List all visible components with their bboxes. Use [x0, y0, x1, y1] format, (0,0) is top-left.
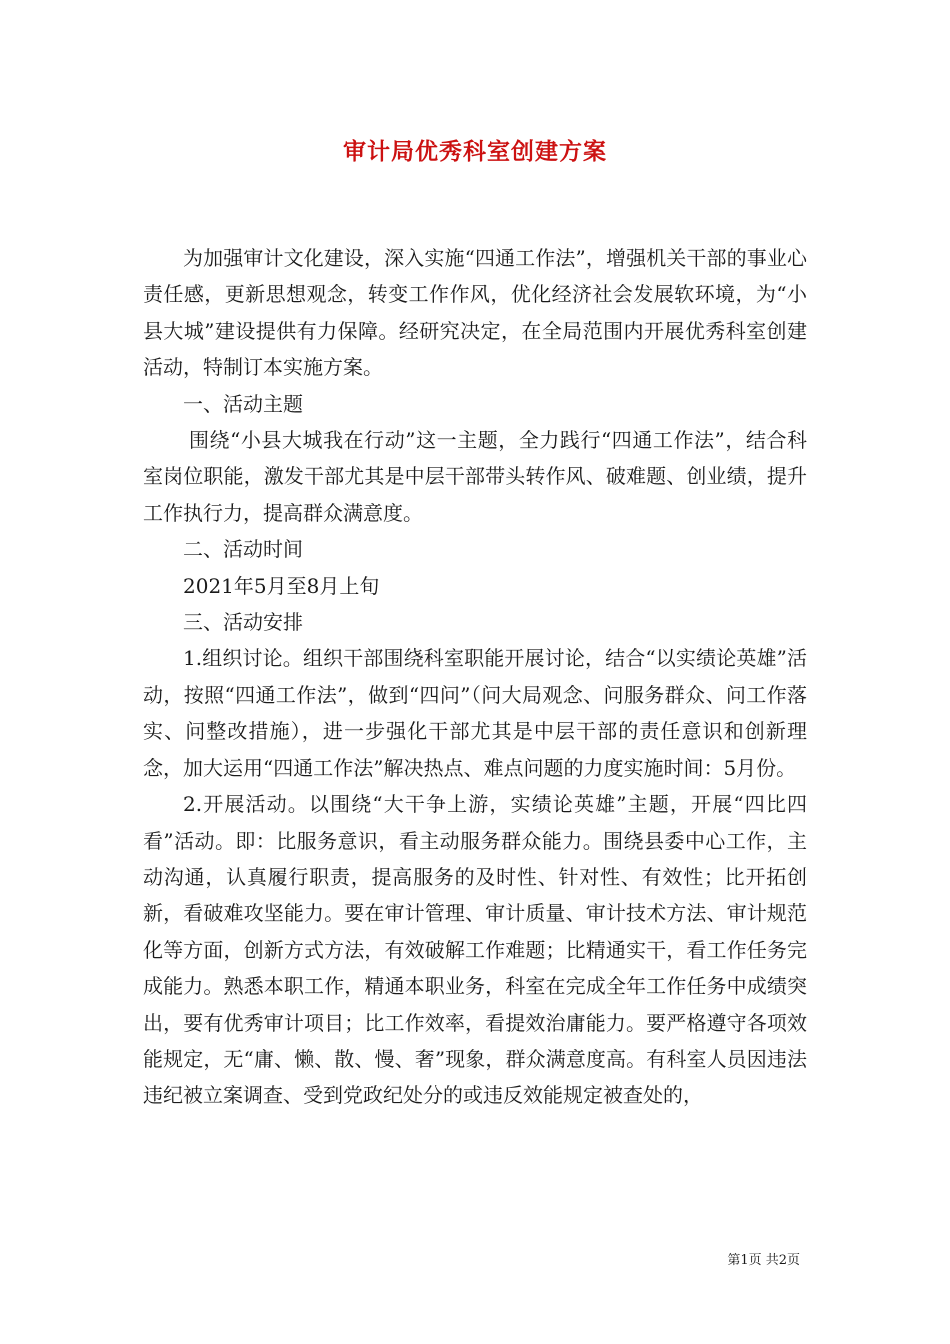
- document-title: 审计局优秀科室创建方案: [343, 138, 607, 165]
- time-paragraph: 2021年5月至8月上旬: [183, 573, 380, 598]
- arrangement-item-2: 2.开展活动。以围绕“大干争上游，实绩论英雄”主题，开展“四比四看”活动。即：比服务意识，看主动服务群众能力。围绕县委中心工作，主动沟通，认真履行职责，提高服务的及时性、针对性、有效性；比开拓创新，看破难攻坚能力。要在审计管理、审计质量、审计技术方法、审计规范化等方面，创新方式方法，有效破解工作难题；比精通实干，看工作任务完成能力。熟悉本职工作，精通本职业务，科室在完成全年工作任务中成绩突出，要有优秀审计项目；比工作效率，看提效治庸能力。要严格遵守各项效能规定，无“庸、懒、散、慢、奢”现象，群众满意度高。有科室人员因违法违纪被立案调查、受到党政纪处分的或违反效能规定被查处的，: [143, 792, 807, 1108]
- section-heading-time: 二、活动时间: [183, 537, 303, 562]
- arrangement-item-1: 1.组织讨论。组织干部围绕科室职能开展讨论，结合“以实绩论英雄”活动，按照“四通工作法”，做到“四问”（问大局观念、问服务群众、问工作落实、问整改措施），进一步强化干部尤其是中层干部的责任意识和创新理念，加大运用“四通工作法”解决热点、难点问题的力度实施时间：5月份。: [143, 646, 807, 780]
- theme-paragraph: 围绕“小县大城我在行动”这一主题，全力践行“四通工作法”，结合科室岗位职能，激发干部尤其是中层干部带头转作风、破难题、创业绩，提升工作执行力，提高群众满意度。: [143, 428, 807, 525]
- section-heading-theme: 一、活动主题: [183, 391, 303, 416]
- page-number: 第1页 共2页: [727, 1253, 800, 1268]
- section-heading-arrangement: 三、活动安排: [183, 610, 303, 635]
- document-body: [143, 240, 807, 1114]
- intro-paragraph: 为加强审计文化建设，深入实施“四通工作法”，增强机关干部的事业心责任感，更新思想观念，转变工作作风，优化经济社会发展软环境，为“小县大城”建设提供有力保障。经研究决定，在全局范围内开展优秀科室创建活动，特制订本实施方案。: [143, 246, 807, 380]
